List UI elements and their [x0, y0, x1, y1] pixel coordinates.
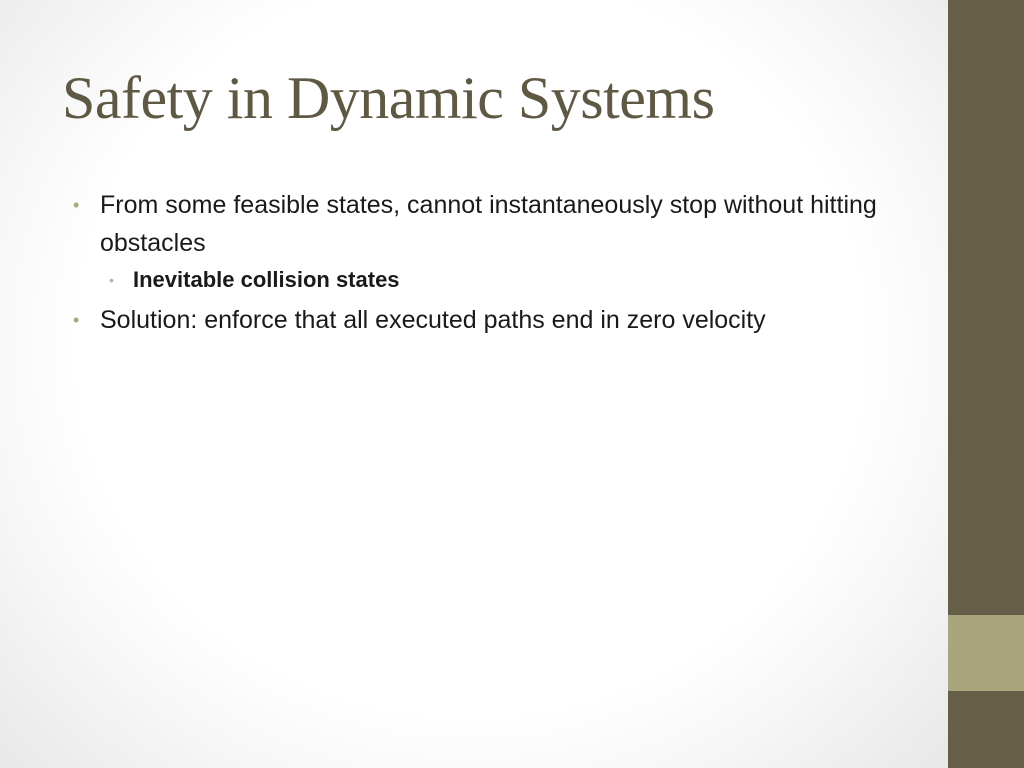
- slide-title: Safety in Dynamic Systems: [62, 65, 715, 131]
- bullet-item: [73, 301, 893, 339]
- sub-bullet-text: Inevitable collision states: [133, 267, 400, 292]
- bullet-text: Solution: enforce that all executed paths end in zero velocity: [100, 306, 766, 334]
- decorative-side-bar-accent: [948, 615, 1024, 691]
- bullet-item: [73, 186, 893, 262]
- bullet-marker: •: [73, 310, 80, 330]
- sub-bullet-item: [73, 265, 893, 295]
- bullet-marker: •: [73, 195, 80, 215]
- slide-content: [73, 186, 893, 339]
- decorative-side-bar: [948, 0, 1024, 768]
- sub-bullet-marker: •: [109, 272, 114, 288]
- bullet-text: From some feasible states, cannot instantaneously stop without hitting obstacles: [100, 191, 877, 257]
